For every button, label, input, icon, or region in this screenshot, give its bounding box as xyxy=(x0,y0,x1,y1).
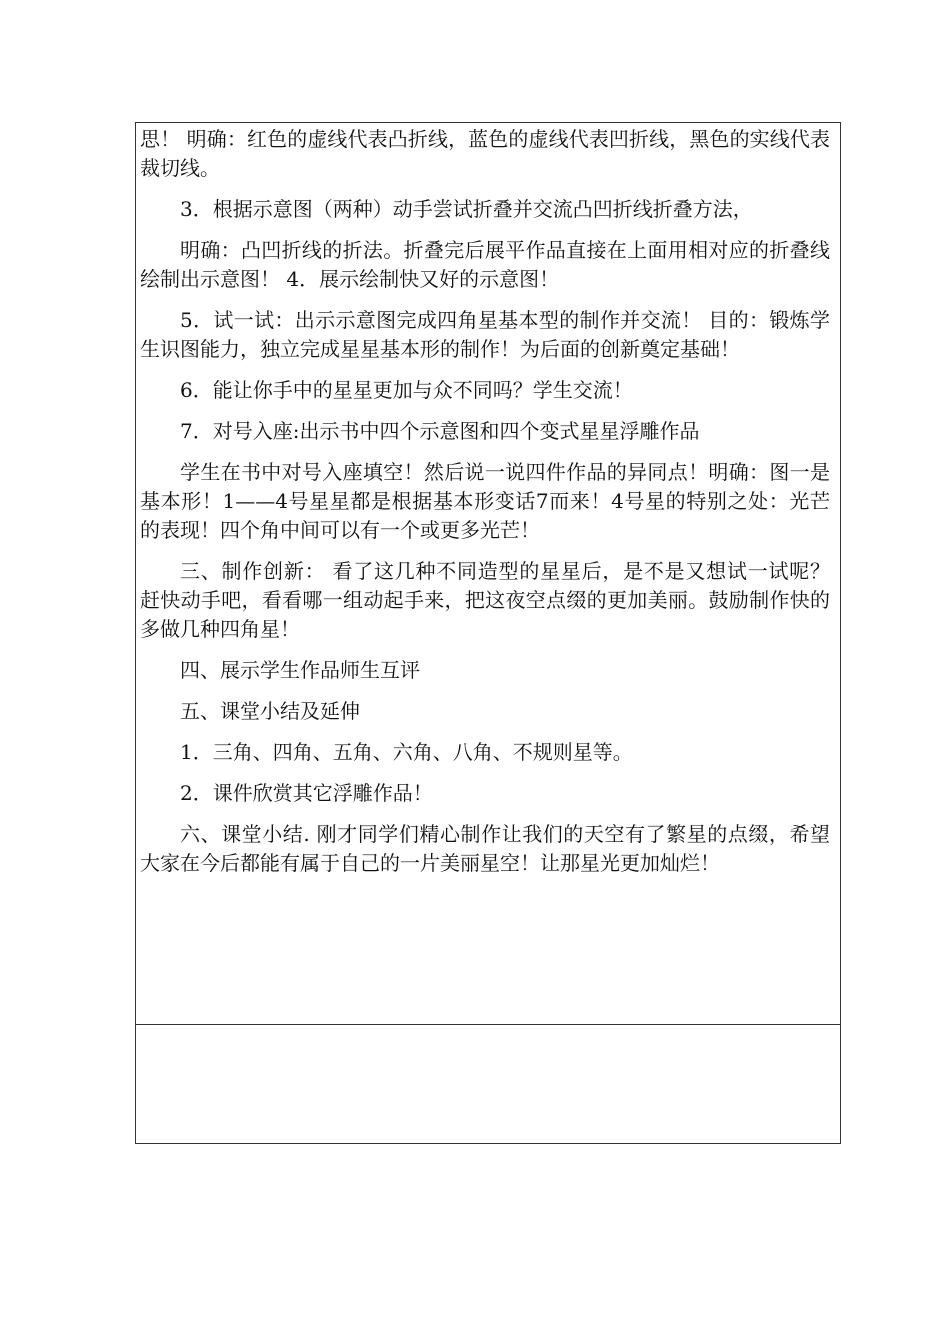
paragraph-section-4: 四、展示学生作品师生互评 xyxy=(180,658,420,682)
paragraph-appreciation: 2．课件欣赏其它浮雕作品！ xyxy=(180,781,433,805)
paragraph-step-7: 7．对号入座:出示书中四个示意图和四个变式星星浮雕作品 xyxy=(180,419,700,443)
paragraph-clarify-fold-lines: 思！ 明确：红色的虚线代表凸折线，蓝色的虚线代表凹折线，黑色的实线代表裁切线。 xyxy=(140,127,830,180)
lesson-table xyxy=(135,122,841,1144)
paragraph-section-3: 三、制作创新： 看了这几种不同造型的星星后，是不是又想试一试呢？ 赶快动手吧，看看哪一组动起手来，把这夜空点缀的更加美丽。鼓励制作快的多做几种四角星！ xyxy=(140,559,830,641)
lesson-content-cell xyxy=(136,123,840,1024)
paragraph-star-types: 1．三角、四角、五角、六角、八角、不规则星等。 xyxy=(180,740,633,764)
paragraph-fold-method: 明确：凸凹折线的折法。折叠完后展平作品直接在上面用相对应的折叠线绘制出示意图！ 4．展示绘制快又好的示意图！ xyxy=(140,238,830,291)
paragraph-matching: 学生在书中对号入座填空！然后说一说四件作品的异同点！明确：图一是基本形！1——4号星星都是根据基本形变话7而来！4号星的特别之处：光芒的表现！四个角中间可以有一个或更多光芒！ xyxy=(140,460,830,542)
paragraph-step-3: 3．根据示意图（两种）动手尝试折叠并交流凸凹折线折叠方法， xyxy=(180,197,753,221)
paragraph-step-6: 6．能让你手中的星星更加与众不同吗？学生交流！ xyxy=(180,378,633,402)
empty-notes-cell xyxy=(136,1025,840,1143)
paragraph-section-5: 五、课堂小结及延伸 xyxy=(180,699,360,723)
paragraph-step-5: 5．试一试：出示示意图完成四角星基本型的制作并交流！ 目的：锻炼学生识图能力，独立完成星星基本形的制作！为后面的创新奠定基础！ xyxy=(140,308,830,361)
paragraph-section-6: 六、课堂小结. 刚才同学们精心制作让我们的天空有了繁星的点缀，希望大家在今后都能有属于自己的一片美丽星空！让那星光更加灿烂！ xyxy=(140,822,830,875)
